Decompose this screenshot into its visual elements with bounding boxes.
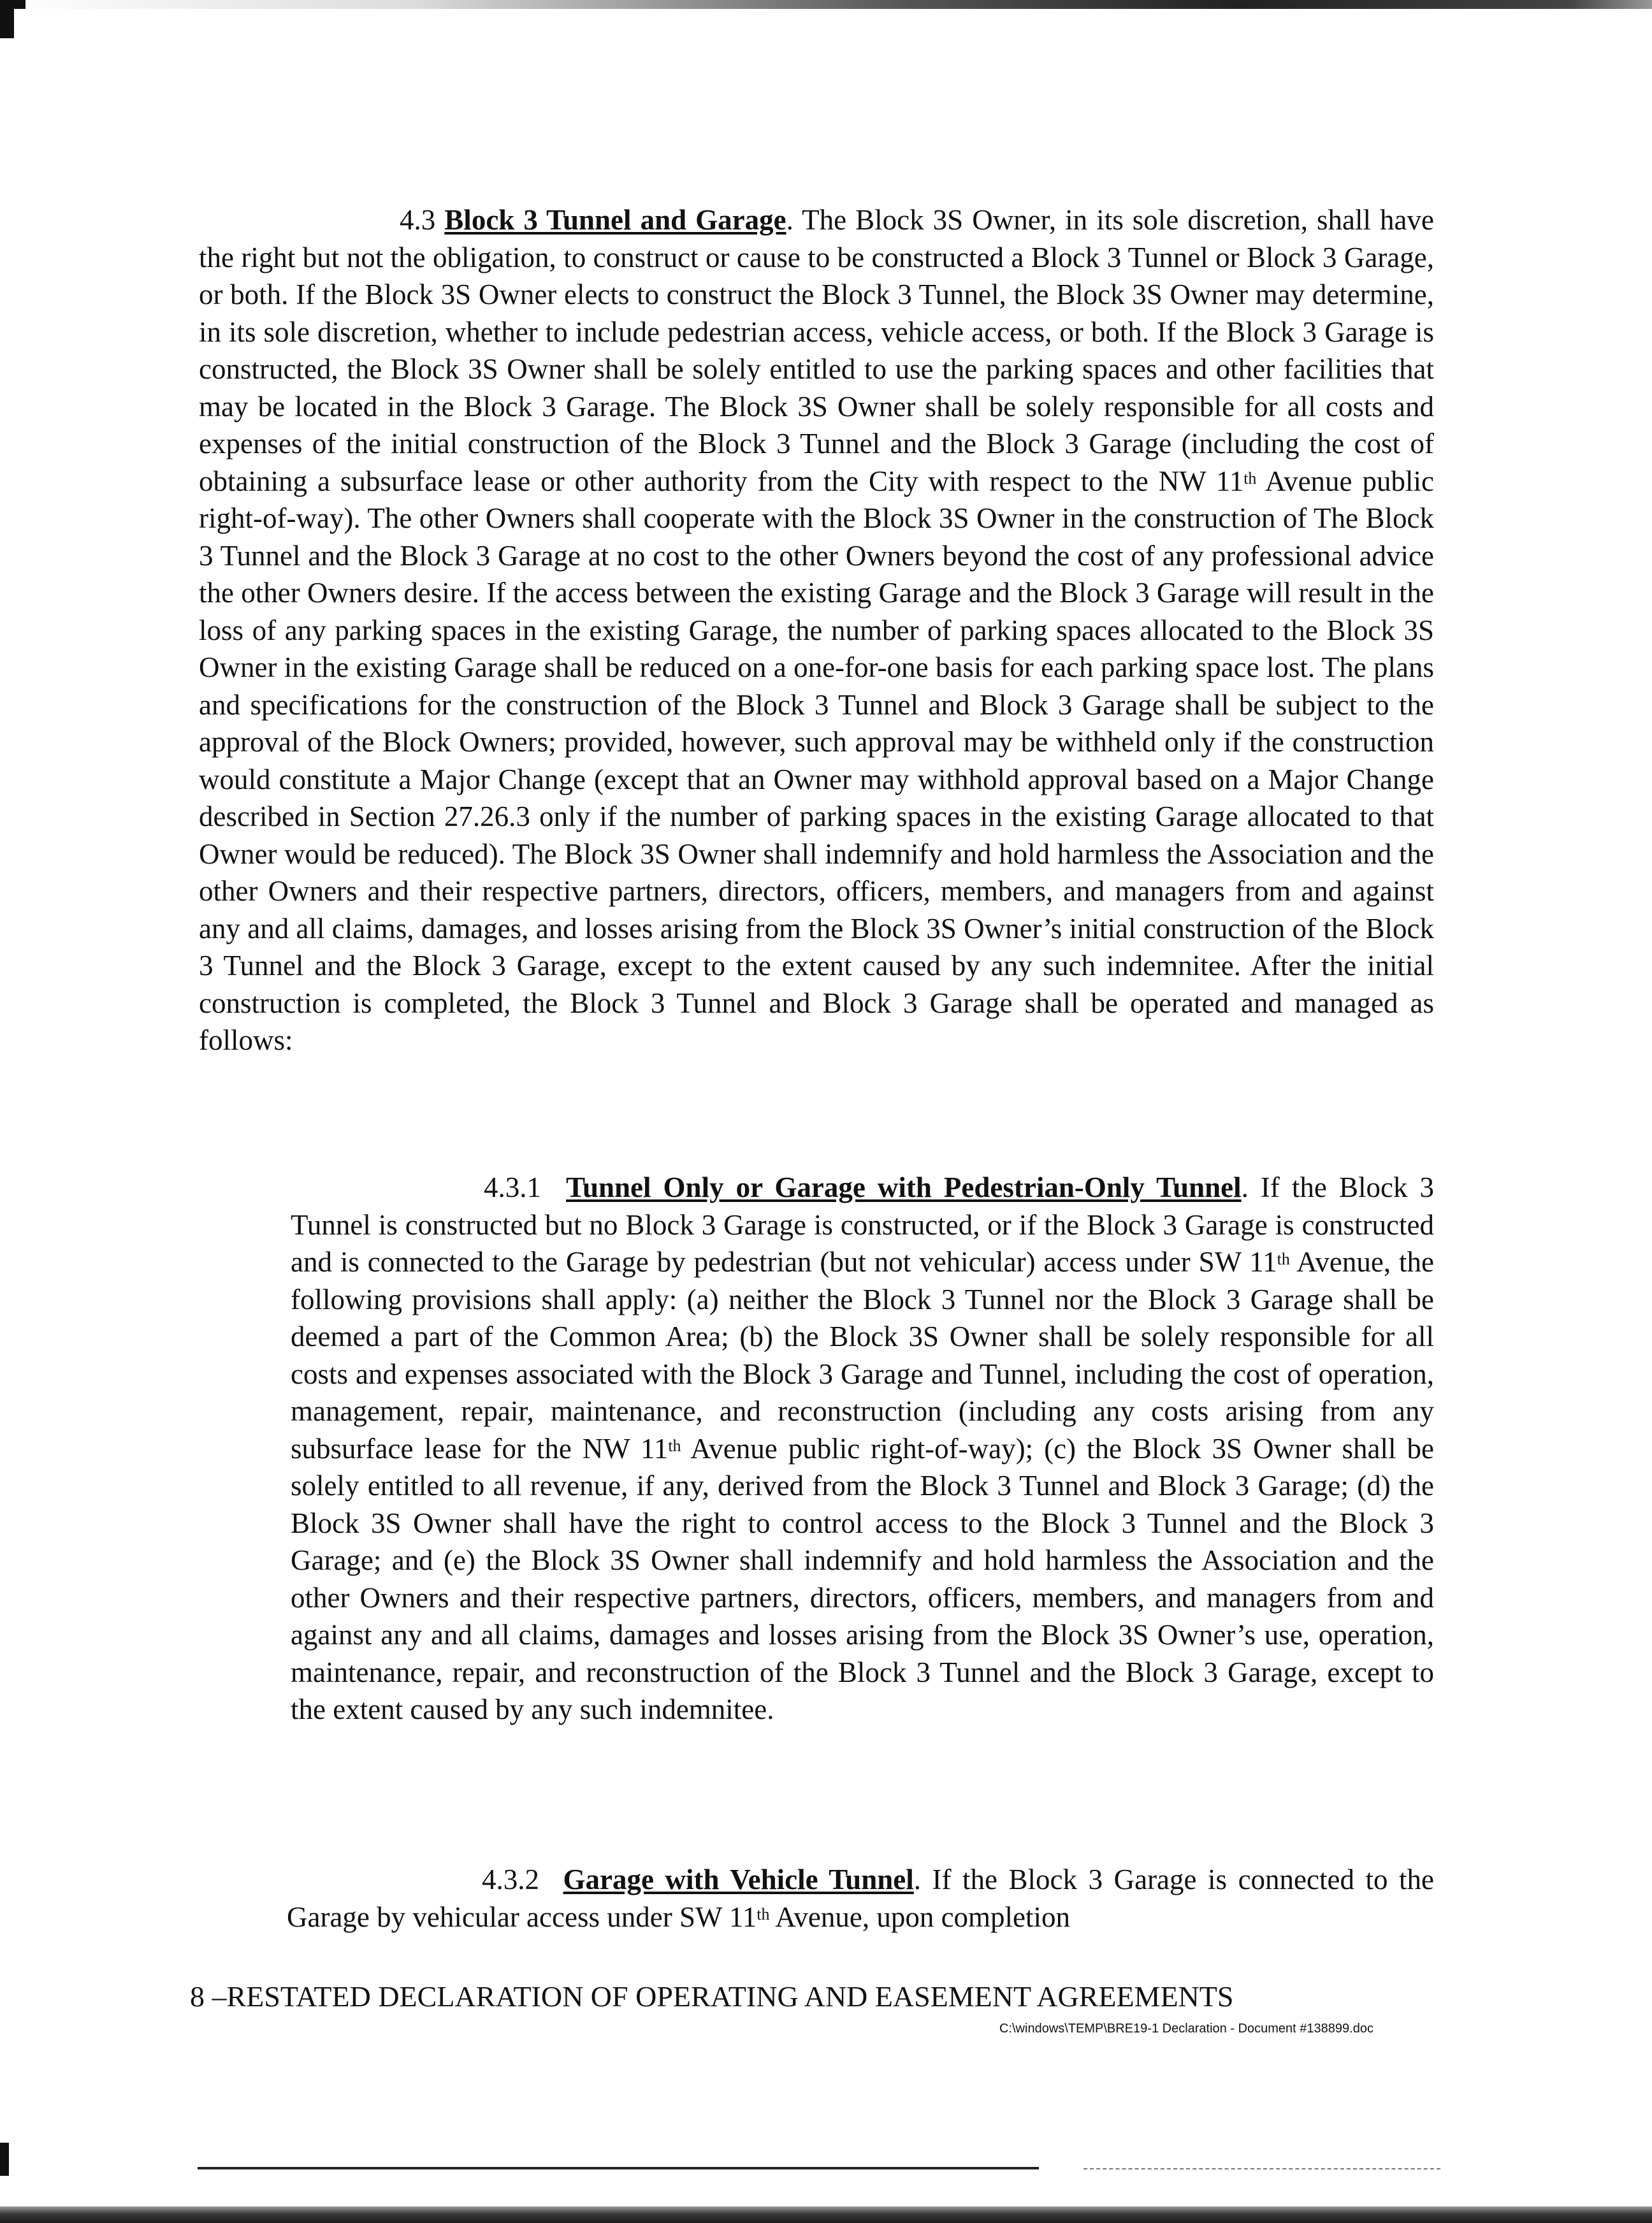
section-4-3-1 [291, 1169, 1434, 1728]
section-4-3-2-superscript: th [757, 1904, 770, 1923]
footer-file-path: C:\windows\TEMP\BRE19-1 Declaration - Document #138899.doc [999, 2022, 1373, 2036]
section-4-3-2-text-part-1: . If the Block 3 Garage is connected to the Garage by vehicular access under SW 11 [287, 1864, 1435, 1933]
footer-title: 8 –RESTATED DECLARATION OF OPERATING AND EASEMENT AGREEMENTS [190, 1980, 1234, 2013]
section-4-3 [199, 201, 1434, 1059]
scan-bottom-dashed-line [1083, 2168, 1440, 2171]
section-4-3-1-text-part-2: Avenue, the following provisions shall apply: (a) neither the Block 3 Tunnel nor the Block 3 Garage shall be deemed a part of the Common Area; (b) the Block 3S Owner shall be solely responsible for all costs and expenses associated with the Block 3 Garage and Tunnel, including the cost of operation, management, repair, maintenance, and reconstruction (including any costs arising from any subsurface lease for the NW 11 [291, 1246, 1434, 1465]
scan-top-edge [0, 0, 1652, 9]
section-4-3-2 [287, 1861, 1434, 1936]
section-4-3-2-text-part-2: Avenue, upon completion [769, 1901, 1071, 1933]
section-4-3-heading: Block 3 Tunnel and Garage [444, 204, 786, 236]
scan-bottom-edge [0, 2206, 1652, 2223]
scan-bottom-line [198, 2167, 1039, 2169]
scan-corner-mark-horizontal [0, 0, 25, 9]
section-4-3-2-heading: Garage with Vehicle Tunnel [563, 1864, 914, 1895]
section-4-3-text-part-2: Avenue public right-of-way). The other Owners shall cooperate with the Block 3S Owner in the construction of The Block 3 Tunnel and the Block 3 Garage at no cost to the other Owners beyond the cost of any professional advice the other Owners desire. If the access between the existing Garage and the Block 3 Garage will result in the loss of any parking spaces in the existing Garage, the number of parking spaces allocated to the Block 3S Owner in the existing Garage shall be reduced on a one-for-one basis for each parking space lost. The plans and specifications for the construction of the Block 3 Tunnel and Block 3 Garage shall be subject to the approval of the Block Owners; provided, however, such approval may be withheld only if the construction would constitute a Major Change (except that an Owner may withhold approval based on a Major Change described in Section 27.26.3 only if the number of parking spaces in the existing Garage allocated to that Owner would be reduced). The Block 3S Owner shall indemnify and hold harmless the Association and the other Owners and their respective partners, directors, officers, members, and managers from and against any and all claims, damages, and losses arising from the Block 3S Owner’s initial construction of the Block 3 Tunnel and the Block 3 Garage, except to the extent caused by any such indemnitee. After the initial construction is completed, the Block 3 Tunnel and Block 3 Garage shall be operated and managed as follows: [199, 465, 1434, 1056]
section-4-3-1-text-part-3: Avenue public right-of-way); (c) the Block 3S Owner shall be solely entitled to all revenue, if any, derived from the Block 3 Tunnel and Block 3 Garage; (d) the Block 3S Owner shall have the right to control access to the Block 3 Tunnel and the Block 3 Garage; and (e) the Block 3S Owner shall indemnify and hold harmless the Association and the other Owners and their respective partners, directors, officers, members, and managers from and against any and all claims, damages and losses arising from the Block 3S Owner’s use, operation, maintenance, repair, and reconstruction of the Block 3 Tunnel and the Block 3 Garage, except to the extent caused by any such indemnitee. [291, 1432, 1434, 1725]
section-4-3-text-part-1: . The Block 3S Owner, in its sole discretion, shall have the right but not the obligation, to construct or cause to be constructed a Block 3 Tunnel or Block 3 Garage, or both. If the Block 3S Owner elects to construct the Block 3 Tunnel, the Block 3S Owner may determine, in its sole discretion, whether to include pedestrian access, vehicle access, or both. If the Block 3 Garage is constructed, the Block 3S Owner shall be solely entitled to use the parking spaces and other facilities that may be located in the Block 3 Garage. The Block 3S Owner shall be solely responsible for all costs and expenses of the initial construction of the Block 3 Tunnel and the Block 3 Garage (including the cost of obtaining a subsurface lease or other authority from the City with respect to the NW 11 [199, 204, 1435, 497]
scan-left-mark [0, 2143, 9, 2176]
section-4-3-number: 4.3 [400, 204, 436, 236]
section-4-3-1-text-part-1: . If the Block 3 Tunnel is constructed but no Block 3 Garage is constructed, or if the Block 3 Garage is constructed and is connected to the Garage by pedestrian (but not vehicular) access under SW 11 [291, 1171, 1435, 1278]
section-4-3-1-superscript-2: th [668, 1436, 681, 1455]
section-4-3-1-superscript-1: th [1277, 1250, 1290, 1268]
section-4-3-2-number: 4.3.2 [482, 1864, 539, 1895]
section-4-3-1-heading: Tunnel Only or Garage with Pedestrian-Only Tunnel [566, 1171, 1242, 1203]
section-4-3-1-number: 4.3.1 [484, 1171, 541, 1203]
section-4-3-superscript: th [1243, 468, 1257, 488]
